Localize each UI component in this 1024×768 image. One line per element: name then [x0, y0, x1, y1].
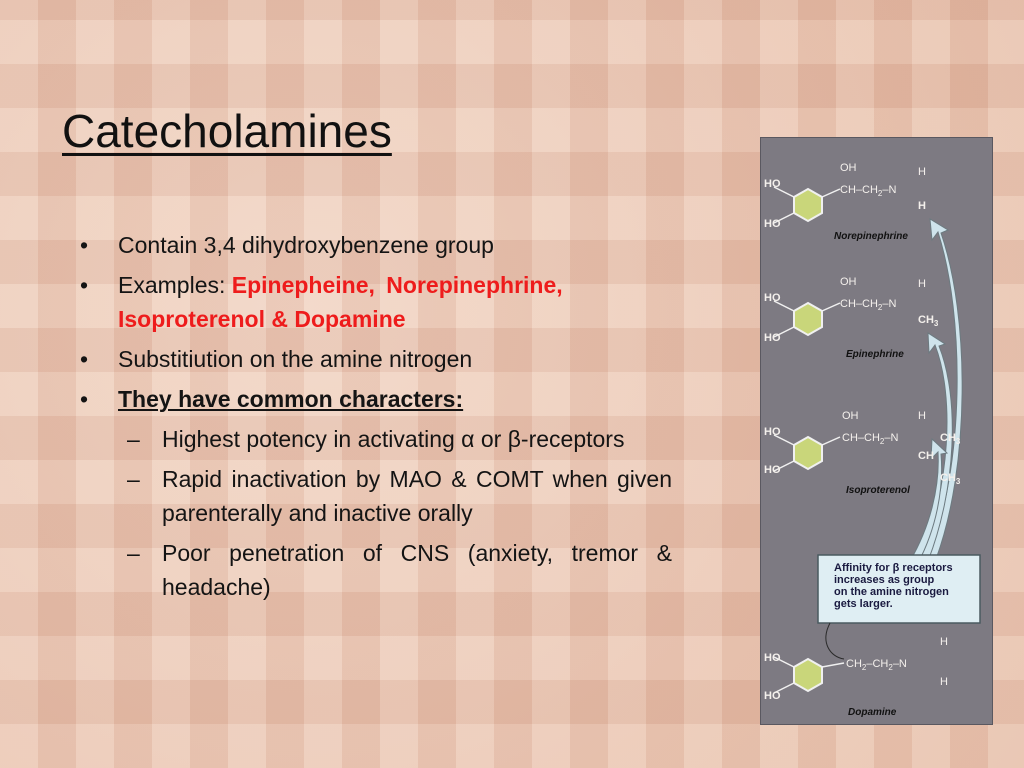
molecule-name: Isoproterenol — [846, 485, 910, 496]
group-oh: OH — [840, 276, 857, 288]
benzene-ring-icon — [794, 659, 822, 691]
callout-line-3: on the amine nitrogen — [834, 586, 949, 598]
sub-bullet-text: Poor penetration of CNS (anxiety, tremor & headache) — [162, 540, 672, 600]
bullet-text: Substitiution on the amine nitrogen — [118, 346, 473, 372]
callout-leader — [826, 623, 844, 659]
bullet-item — [80, 382, 672, 416]
examples-highlight-line1: Epinepheine, Norepinephrine, — [231, 272, 563, 298]
molecule-norepinephrine — [764, 162, 926, 242]
chain: $CH-CH_2-N$ — [840, 298, 897, 312]
group-ch3: $CH_3$ — [918, 314, 939, 328]
group-h: H — [918, 278, 926, 290]
group-ho: HO — [764, 292, 781, 304]
group-ho: HO — [764, 426, 781, 438]
group-h: H — [940, 636, 948, 648]
bullet-item — [80, 228, 672, 262]
molecule-name: Epinephrine — [846, 349, 904, 360]
group-h: H — [918, 200, 926, 212]
group-h: H — [918, 410, 926, 422]
group-h: H — [940, 676, 948, 688]
group-ch3: $CH_3$ — [940, 432, 961, 446]
group-oh: OH — [840, 162, 857, 174]
molecule-name: Norepinephrine — [834, 231, 908, 242]
molecule-epinephrine — [764, 276, 939, 360]
molecule-name: Dopamine — [848, 707, 897, 718]
group-ho: HO — [764, 178, 781, 190]
catecholamine-structures-figure — [760, 137, 993, 725]
bullet-marker: • — [80, 232, 89, 258]
chain: $CH-CH_2-N$ — [840, 184, 897, 198]
bullet-item — [80, 342, 672, 376]
sub-bullet-marker: – — [127, 466, 140, 492]
callout-line-4: gets larger. — [834, 598, 893, 610]
sub-bullet-item — [80, 422, 672, 456]
chain: $CH-CH_2-N$ — [842, 432, 899, 446]
benzene-ring-icon — [794, 437, 822, 469]
sub-bullet-item — [80, 462, 672, 530]
group-ch: CH — [918, 450, 934, 462]
bullet-marker: • — [80, 272, 89, 298]
slide-title: Catecholamines — [62, 105, 392, 157]
bullet-text: Contain 3,4 dihydroxybenzene group — [118, 232, 494, 258]
sub-bullet-item — [80, 536, 672, 604]
group-ho: HO — [764, 332, 781, 344]
sub-bullet-text: Highest potency in activating α or β-receptors — [162, 426, 625, 452]
benzene-ring-icon — [794, 189, 822, 221]
bullet-text-heading: They have common characters: — [118, 386, 464, 412]
affinity-callout — [818, 555, 980, 659]
sub-bullet-marker: – — [127, 426, 140, 452]
group-h: H — [918, 166, 926, 178]
examples-highlight-line2: Isoproterenol & Dopamine — [118, 306, 406, 332]
affinity-arrows — [910, 219, 962, 563]
bullet-marker: • — [80, 386, 89, 412]
group-ho: HO — [764, 690, 781, 702]
group-ho: HO — [764, 464, 781, 476]
structures-diagram — [760, 137, 993, 725]
bullet-list — [80, 228, 672, 610]
benzene-ring-icon — [794, 303, 822, 335]
molecule-isoproterenol — [764, 410, 961, 496]
group-ch3: $CH_3$ — [940, 472, 961, 486]
molecule-dopamine — [764, 636, 948, 718]
bullet-item — [80, 268, 672, 336]
bullet-text: Examples: — [118, 272, 232, 298]
callout-line-1: Affinity for β receptors — [834, 562, 953, 574]
group-oh: OH — [842, 410, 859, 422]
bullet-marker: • — [80, 346, 89, 372]
chain: $CH_2-CH_2-N$ — [846, 658, 907, 672]
group-ho: HO — [764, 218, 781, 230]
callout-line-2: increases as group — [834, 574, 935, 586]
sub-bullet-marker: – — [127, 540, 140, 566]
sub-bullet-text: Rapid inactivation by MAO & COMT when given parenterally and inactive orally — [162, 466, 672, 526]
group-ho: HO — [764, 652, 781, 664]
